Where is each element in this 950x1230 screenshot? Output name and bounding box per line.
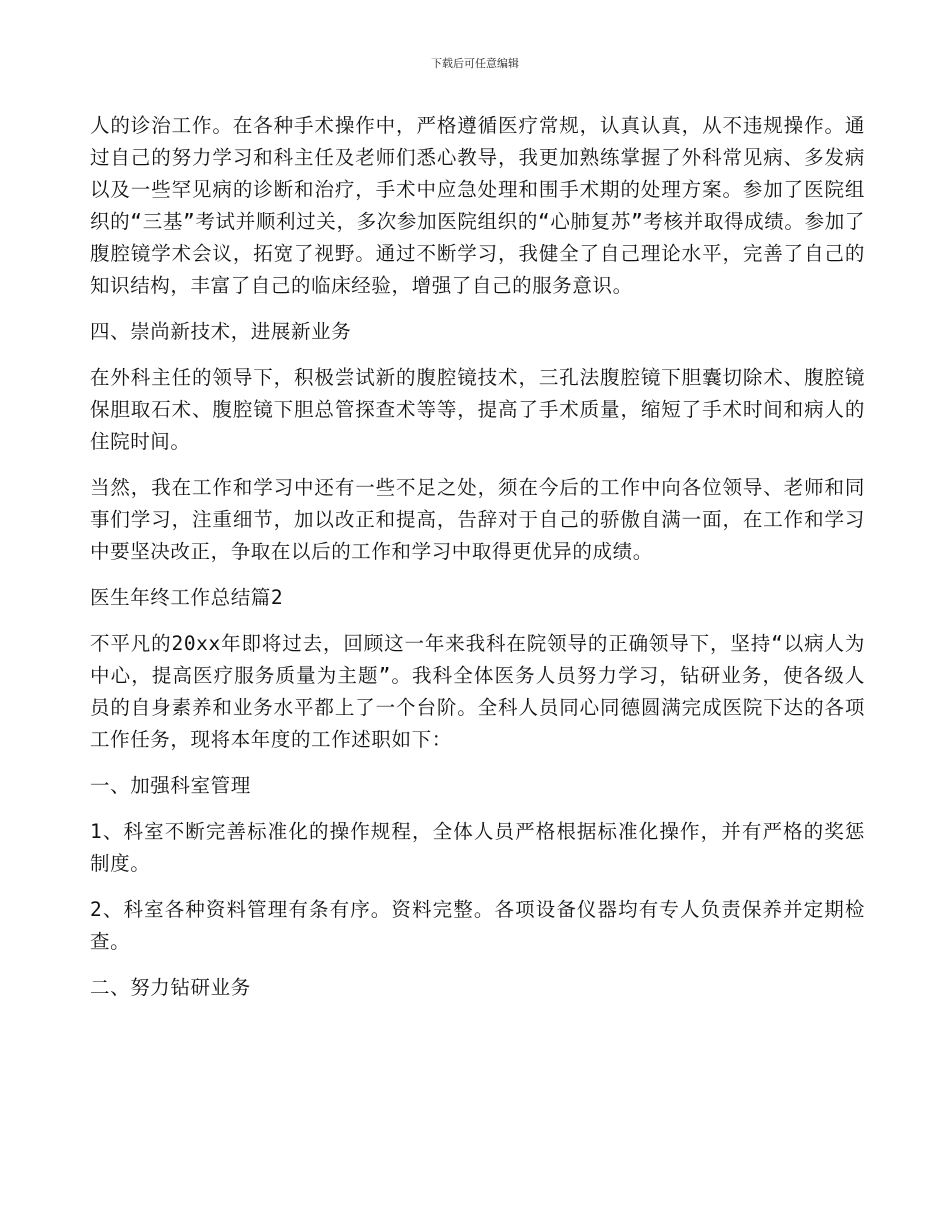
- article-title-part-2: 医生年终工作总结篇2: [90, 586, 284, 609]
- paragraph-clinical-work: 人的诊治工作。在各种手术操作中，严格遵循医疗常规，认真认真，从不违规操作。通过自己的努力学习和科主任及老师们悉心教导，我更加熟练掌握了外科常见病、多发病以及一些罕见病的诊断和治疗，手术中应急处理和围手术期的处理方案。参加了医院组织的“三基”考试并顺利过关，多次参加医院组织的“心肺复苏”考核并取得成绩。参加了腹腔镜学术会议，拓宽了视野。通过不断学习，我健全了自己理论水平，完善了自己的知识结构，丰富了自己的临床经验，增强了自己的服务意识。: [90, 114, 865, 297]
- section-heading-new-technology: 四、崇尚新技术，进展新业务: [90, 320, 352, 343]
- section-heading-department-management: 一、加强科室管理: [90, 774, 251, 797]
- paragraph-shortcomings: 当然，我在工作和学习中还有一些不足之处，须在今后的工作中向各位领导、老师和同事们学习，注重细节，加以改正和提高，告辞对于自己的骄傲自满一面，在工作和学习中要坚决改正，争取在以后的工作和学习中取得更优异的成绩。: [90, 476, 865, 563]
- paragraph-laparoscopy: 在外科主任的领导下，积极尝试新的腹腔镜技术，三孔法腹腔镜下胆囊切除术、腹腔镜保胆取石术、腹腔镜下胆总管探查术等等，提高了手术质量，缩短了手术时间和病人的住院时间。: [90, 366, 865, 453]
- paragraph-item-1: 1、科室不断完善标准化的操作规程，全体人员严格根据标准化操作，并有严格的奖惩制度。: [90, 820, 865, 875]
- paragraph-annual-review: 不平凡的20xx年即将过去，回顾这一年来我科在院领导的正确领导下，坚持“以病人为中心，提高医疗服务质量为主题”。我科全体医务人员努力学习，钻研业务，使各级人员的自身素养和业务水平都上了一个台阶。全科人员同心同德圆满完成医院下达的各项工作任务，现将本年度的工作述职如下：: [90, 632, 865, 751]
- document-body: [90, 110, 865, 1018]
- header-note: 下载后可任意编辑: [431, 57, 519, 70]
- paragraph-item-2: 2、科室各种资料管理有条有序。资料完整。各项设备仪器均有专人负责保养并定期检查。: [90, 898, 865, 953]
- section-heading-study-business: 二、努力钻研业务: [90, 976, 251, 999]
